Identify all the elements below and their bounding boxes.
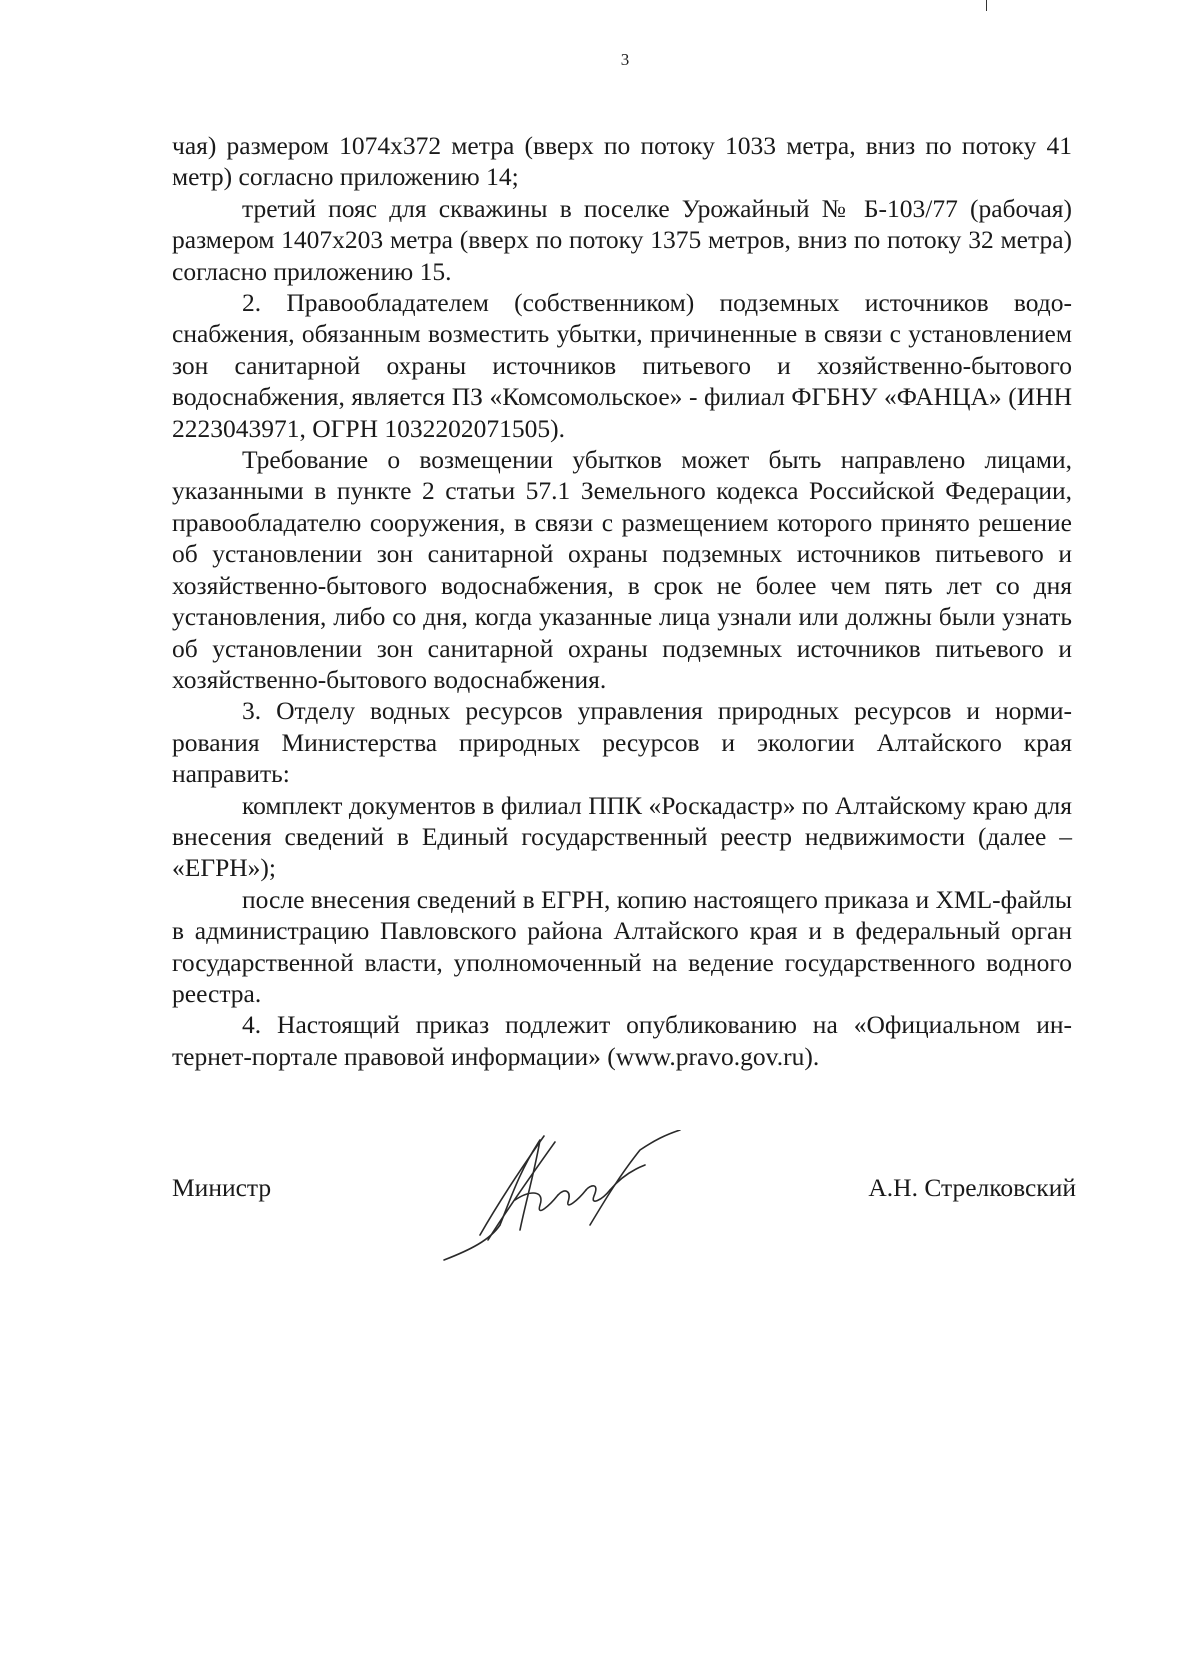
signer-title: Министр (172, 1173, 272, 1202)
paragraph-item-4: 4. Настоящий приказ подлежит опубликованию на «Официальном интернет-портале правовой информации» (www.pravo.gov.ru). (172, 1010, 1072, 1071)
page-number: 3 (620, 50, 630, 69)
paragraph-item-2: 2. Правообладателем (собственником) подземных источников водоснабжения, обязанным возместить убытки, причиненные в связи с установлением зон санитарной охраны источников питьевого и хозяйственно-бытового водоснабжения, является ПЗ «Комсомольское» - филиал ФГБНУ «ФАНЦА» (ИНН 2223043971, ОГРН 1032202071505). (172, 288, 1072, 443)
scan-edge-mark (986, 0, 987, 11)
paragraph-continuation: чая) размером 1074х372 метра (вверх по потоку 1033 метра, вниз по потоку 41 метр) согласно приложению 14; (172, 131, 1072, 192)
signer-name: А.Н. Стрелковский (868, 1173, 1076, 1202)
paragraph-compensation: Требование о возмещении убытков может быть направлено лицами, указанными в пункте 2 статьи 57.1 Земельного кодекса Российской Федерации, правообладателю сооружения, в связи с размещением которого принято решение об установлении зон санитарной охраны подземных источников питьевого и хозяйственно-бытового водоснабжения, в срок не более чем пять лет со дня установления, либо со дня, когда указанные лица узнали или должны были узнать об установлении зон санитарной охраны подземных источников питьевого и хозяйственно-бытового водоснабжения. (172, 445, 1072, 694)
paragraph-item-3: 3. Отделу водных ресурсов управления природных ресурсов и нормирования Министерства природных ресурсов и экологии Алтайского края направить: (172, 696, 1072, 789)
handwritten-signature (440, 1130, 700, 1265)
paragraph-documents: комплект документов в филиал ППК «Роскадастр» по Алтайскому краю для внесения сведений в Единый государственный реестр недвижимости (далее – «ЕГРН»); (172, 790, 1072, 883)
document-body (172, 130, 1072, 1072)
paragraph-after-egrn: после внесения сведений в ЕГРН, копию настоящего приказа и XML-файлы в администрацию Павловского района Алтайского края и в федеральный орган государственной власти, уполномоченный на ведение государственного водного реестра. (172, 884, 1072, 1008)
paragraph-third-zone: третий пояс для скважины в поселке Урожайный № Б-103/77 (рабочая) размером 1407х203 метра (вверх по потоку 1375 метров, вниз по потоку 32 метра) согласно приложению 15. (172, 193, 1072, 286)
